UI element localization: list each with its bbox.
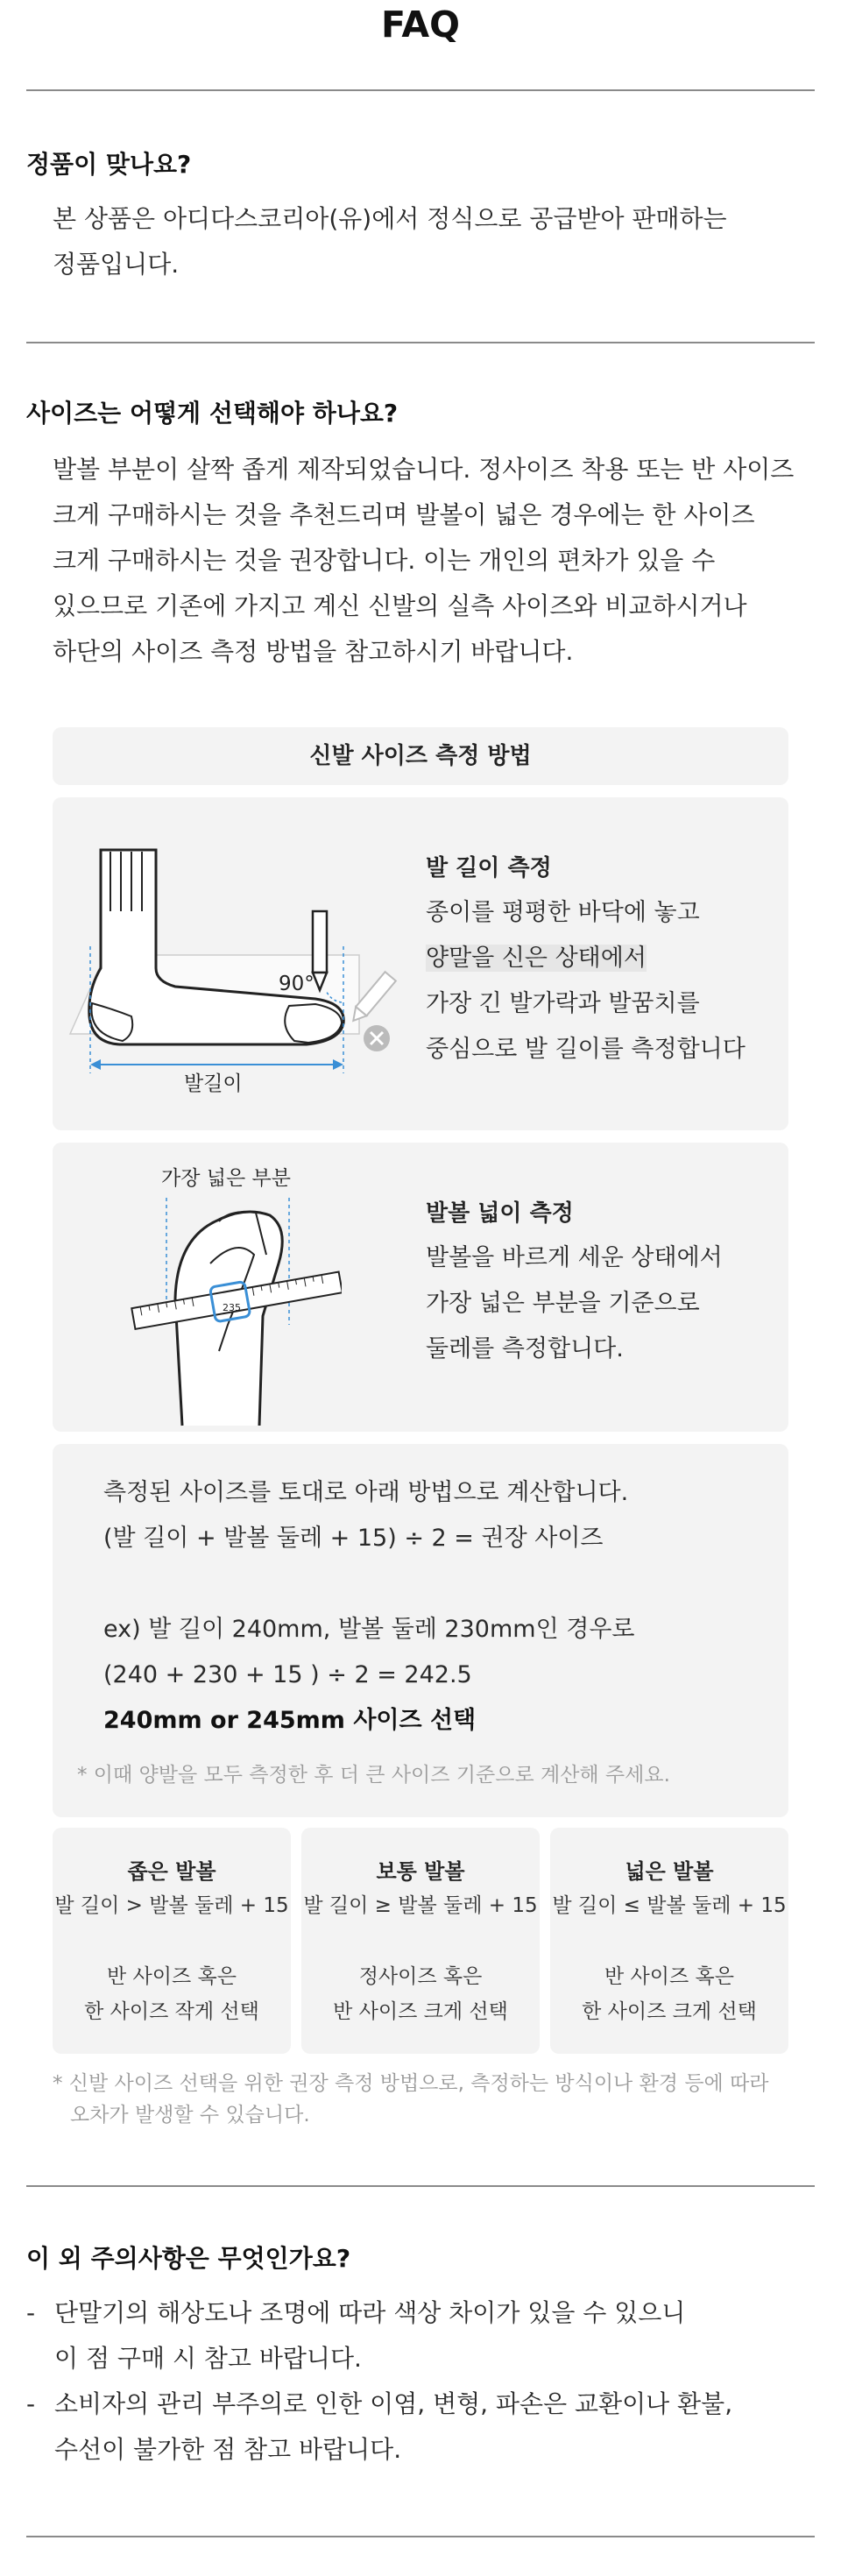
- rec-line: 정사이즈 혹은: [358, 1965, 483, 1988]
- page-title: FAQ: [381, 4, 460, 46]
- faq-answer-authentic: [53, 196, 815, 287]
- faq-question-size: 사이즈는 어떻게 선택해야 하나요?: [26, 399, 399, 428]
- desc-line: 가장 긴 발가락과 발꿈치를: [426, 990, 700, 1017]
- type-card-normal: [301, 1828, 540, 2054]
- desc-line: 중심으로 발 길이를 측정합니다: [426, 1036, 746, 1063]
- caution-list: [26, 2290, 815, 2473]
- rec-line: 반 사이즈 혹은: [604, 1965, 734, 1988]
- calc-result: 240mm or 245mm 사이즈 선택: [103, 1707, 477, 1734]
- faq-question-cautions: 이 외 주의사항은 무엇인가요?: [26, 2244, 351, 2273]
- type-name: 좁은 발볼: [127, 1859, 216, 1884]
- type-name: 넓은 발볼: [625, 1859, 714, 1884]
- divider: [26, 342, 815, 343]
- answer-line: 정품입니다.: [53, 250, 180, 279]
- answer-line: 있으므로 기존에 가지고 계신 신발의 실측 사이즈와 비교하시거나: [53, 591, 747, 620]
- answer-line: 크게 구매하시는 것을 추천드리며 발볼이 넓은 경우에는 한 사이즈: [53, 500, 755, 529]
- desc-line-highlight: 양말을 신은 상태에서: [426, 945, 647, 972]
- spacer: [103, 1561, 635, 1607]
- width-title: 발볼 넓이 측정: [426, 1200, 574, 1227]
- faq-question-authentic: 정품이 맞나요?: [26, 150, 192, 179]
- width-desc: [426, 1235, 723, 1372]
- answer-line: 발볼 부분이 살짝 좁게 제작되었습니다. 정사이즈 착용 또는 반 사이즈: [53, 455, 795, 484]
- divider: [26, 2536, 815, 2537]
- desc-line: 가장 넓은 부분을 기준으로: [426, 1290, 700, 1317]
- measure-heading-box: [53, 727, 788, 785]
- calculation-box: [53, 1444, 788, 1817]
- footnote-line: * 신발 사이즈 선택을 위한 권장 측정 방법으로, 측정하는 방식이나 환경 등에 따라: [53, 2072, 769, 2095]
- item-line: 수선이 불가한 점 참고 바랍니다.: [54, 2435, 402, 2464]
- angle-label: 90°: [279, 973, 314, 995]
- divider: [26, 89, 815, 91]
- type-recommendation: [301, 1959, 540, 2029]
- ruler-mark: 235: [223, 1302, 241, 1313]
- calculation-text: [103, 1470, 635, 1744]
- length-title: 발 길이 측정: [426, 855, 552, 881]
- list-item: [26, 2290, 815, 2381]
- answer-line: 크게 구매하시는 것을 권장합니다. 이는 개인의 편차가 있을 수: [53, 546, 716, 575]
- desc-line: 종이를 평평한 바닥에 놓고: [426, 899, 700, 926]
- type-formula: 발 길이 > 발볼 둘레 + 15: [54, 1894, 289, 1917]
- type-card-narrow: [53, 1828, 291, 2054]
- length-measure-box: [53, 797, 788, 1130]
- foot-width-illustration: [114, 1193, 342, 1430]
- list-item: [26, 2381, 815, 2473]
- answer-line: 하단의 사이즈 측정 방법을 참고하시기 바랍니다.: [53, 637, 574, 666]
- desc-line: 발볼을 바르게 세운 상태에서: [426, 1244, 723, 1271]
- type-card-wide: [550, 1828, 788, 2054]
- type-recommendation: [550, 1959, 788, 2029]
- bullet: -: [26, 2389, 36, 2418]
- calc-note: * 이때 양발을 모두 측정한 후 더 큰 사이즈 기준으로 계산해 주세요.: [77, 1764, 670, 1787]
- calc-example: ex) 발 길이 240mm, 발볼 둘레 230mm인 경우로: [103, 1616, 635, 1643]
- divider: [26, 2185, 815, 2187]
- type-name: 보통 발볼: [376, 1859, 465, 1884]
- answer-line: 본 상품은 아디다스코리아(유)에서 정식으로 공급받아 판매하는: [53, 204, 727, 233]
- rec-line: 한 사이즈 작게 선택: [84, 2000, 259, 2023]
- item-line: 단말기의 해상도나 조명에 따라 색상 차이가 있을 수 있으니: [54, 2298, 686, 2327]
- axis-label-foot-length: 발길이: [184, 1072, 243, 1095]
- type-recommendation: [53, 1959, 291, 2029]
- rec-line: 반 사이즈 크게 선택: [333, 2000, 508, 2023]
- length-desc: [426, 890, 746, 1072]
- rec-line: 반 사이즈 혹은: [107, 1965, 237, 1988]
- item-line: 소비자의 관리 부주의로 인한 이염, 변형, 파손은 교환이나 환불,: [54, 2389, 733, 2418]
- calc-formula: (발 길이 + 발볼 둘레 + 15) ÷ 2 = 권장 사이즈: [103, 1525, 604, 1552]
- item-line: 이 점 구매 시 참고 바랍니다.: [54, 2344, 362, 2373]
- desc-line: 둘레를 측정합니다.: [426, 1335, 624, 1362]
- faq-answer-size: [53, 447, 815, 675]
- type-formula: 발 길이 ≥ 발볼 둘레 + 15: [303, 1894, 538, 1917]
- size-footnote: [53, 2068, 806, 2131]
- measure-heading: 신발 사이즈 측정 방법: [309, 743, 532, 769]
- rec-line: 한 사이즈 크게 선택: [582, 2000, 757, 2023]
- type-formula: 발 길이 ≤ 발볼 둘레 + 15: [552, 1894, 787, 1917]
- bullet: -: [26, 2298, 36, 2327]
- widest-part-label: 가장 넓은 부분: [161, 1167, 291, 1190]
- width-measure-box: [53, 1143, 788, 1432]
- calc-line: 측정된 사이즈를 토대로 아래 방법으로 계산합니다.: [103, 1479, 629, 1506]
- footnote-line: 오차가 발생할 수 있습니다.: [70, 2104, 310, 2127]
- calc-example: (240 + 230 + 15 ) ÷ 2 = 242.5: [103, 1661, 472, 1688]
